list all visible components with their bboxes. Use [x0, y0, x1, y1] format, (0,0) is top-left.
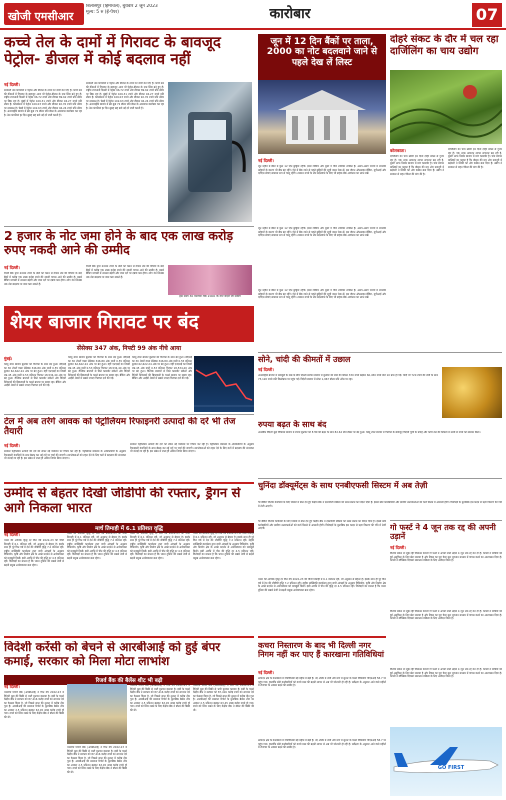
gold-story: [258, 352, 502, 418]
petrol-headline: कच्चे तेल के दामों में गिरावट के बावजूद पेट्रोल- डीजल में कोई बदलाव नहीं: [4, 34, 221, 69]
gdp-column-4: [193, 532, 254, 632]
factory-story: [258, 636, 386, 796]
refinery-column-1: [4, 443, 126, 480]
refinery-body-1: सरकार पेट्रोलियम उत्पादों की दरों को लेकर नई व्यवस्था पर विचार कर रही है। पेट्रोलियम मंत्रालय के अधिकारियों के अनुसार रिफाइनरी कंपनियों के साथ बैठक कर नई दरों पर चर्चा की जाएगी। उपभोक्ताओं को राहत देने के लिए करों में बदलाव की संभावना भी जताई जा रही है। इस संबंध में जल्द ही अंतिम निर्णय लिया जाएगा।: [4, 450, 126, 460]
refinery-headline: टेल में अब तरेंगे आवक को पेट्रोलियम रिफाइनरी उत्पादों की दरें भी तेज तैयारी: [4, 417, 236, 438]
refinery-column-2: [130, 443, 254, 480]
rbi-story: [4, 636, 254, 796]
market-band-title: शेयर बाजार गिरावट पर बंद: [10, 311, 199, 333]
notes-body-2: रिजर्व बैंक द्वारा 2000 रुपये के नोटों को चलन से वापस लेने की घोषणा के बाद बैंकों में करीब एक लाख करोड़ रुपये की नकदी वापस आने की उम्मीद है। इससे बैंकिंग प्रणाली में तरलता बढ़ेगी और जमा दरों पर दबाव कम होगा। लोग 30 सितंबर तक नोट बदलवा या जमा करा सकते हैं।: [86, 265, 164, 279]
market-chart-photo: [194, 356, 254, 412]
airplane-icon: [390, 727, 502, 796]
market-column-2: [68, 356, 130, 412]
bank-building-icon: [258, 80, 386, 154]
notes-story: [4, 226, 254, 304]
page-number: 07: [472, 3, 502, 27]
notes-headline: 2 हजार के नोट जमा होने के बाद एक लाख करोड़ रुपए नकदी आने की उम्मीद: [4, 229, 234, 258]
paper-logo: [4, 3, 84, 25]
petrol-byline: नई दिल्ली।: [4, 82, 20, 87]
masthead: [0, 0, 506, 30]
gold-text: [258, 367, 438, 418]
tea-byline: कोलकाता।: [390, 148, 406, 153]
rbi-body-2: भारतीय रिजर्व बैंक (आरबीआई) ने वित्त वर्ष 2022-23 में विदेशी मुद्रा की बिक्री से भारी मुनाफा कमाया है। इसी के चलते केंद्रीय बैंक ने सरकार को 87,416 करोड़ रुपये का लाभांश देने का फैसला किया है, जो पिछले साल की तुलना में करीब तीन गुना है। आरबीआई की सालाना रिपोर्ट के मुताबिक बैलेंस शीट का आकार 2.5 प्रतिशत बढ़कर 63.45 लाख करोड़ रुपये हो गया। रुपये को स्थिर रखने के लिए केंद्रीय बैंक ने डॉलर की बिक्री की थी।: [67, 746, 127, 774]
rupee-box: [258, 420, 502, 476]
gdp-byline: नई दिल्ली।: [4, 532, 20, 537]
market-body-1: घरेलू शेयर बाजार बुधवार को गिरावट के साथ बंद हुआ। बीएसई का 30 शेयरों वाला सेंसेक्स 346.89 अंक यानी 0.55 प्रतिशत टूटकर 62,622.24 अंक पर बंद हुआ। वहीं एनएसई का निफ्टी 99.45 अंक यानी 0.53 प्रतिशत गिरकर 18,534.40 अंक पर बंद हुआ। वैश्विक बाजारों से मिले कमजोर संकेतों और विदेशी निवेशकों की बिकवाली के चलते बाजार पर दबाव रहा। बैंकिंग और आईटी शेयरों में सबसे ज्यादा गिरावट दर्ज की गई।: [4, 363, 66, 387]
gofirst-text: [390, 545, 502, 723]
gold-coins-photo: [442, 367, 502, 418]
masthead-info: [86, 4, 226, 26]
tea-leaf-icon: [390, 70, 502, 144]
petrol-story: [4, 34, 254, 224]
rbi-column-1: [4, 684, 64, 796]
tea-column-1: [390, 148, 444, 348]
rbi-building-photo: [67, 684, 127, 744]
gofirst-body-1: वित्तीय संकट से जूझ रही विमानन कंपनी गो फर्स्ट ने अपनी सभी उड़ानें 4 जून तक रद्द कर दी हैं। कंपनी ने यात्रियों को हुई असुविधा के लिए खेद जताया है और टिकट का पूरा पैसा मूल भुगतान माध्यम में वापस करने का आश्वासन दिया है। कंपनी ने स्वैच्छिक दिवाला समाधान प्रक्रिया के लिए आवेदन किया है।: [390, 552, 502, 562]
bank-building-photo: [258, 80, 386, 154]
gold-headline: सोने, चांदी की कीमतों में उछाल: [258, 355, 351, 364]
petrol-column-2: [86, 82, 164, 222]
gdp-story: [4, 482, 254, 632]
factory-body-1: उत्पादन क्षेत्र के कारखानों में गतिविधियां मई महीने में बढ़ी हैं। नए ऑर्डर में तेजी और मांग में सुधार के चलते विनिर्माण पीएमआई 58.7 पर पहुंच गया। हालांकि छोटे कारोबारियों को कच्चे माल की बढ़ती लागत से अब भी परेशानी हो रही है। सर्वेक्षण के अनुसार आने वाले महीनों में रोजगार के अवसर बढ़ने की उम्मीद है।: [258, 677, 386, 687]
gdp-body-1: भारत की आर्थिक वृद्धि दर वित्त वर्ष 2022-23 की चौथी तिमाही में 6.1 प्रतिशत रही, जो अनुमान से बेहतर है। इसके साथ ही पूरे वित्त वर्ष में देश की जीडीपी वृद्धि 7.2 प्रतिशत रही। राष्ट्रीय सांख्यिकी कार्यालय द्वारा जारी आंकड़ों के अनुसार विनिर्माण, कृषि और निर्माण क्षेत्र के अच्छे प्रदर्शन से अर्थव्यवस्था को मजबूती मिली। इसी अवधि में चीन की वृद्धि दर 4.5 प्रतिशत रही। विशेषज्ञों का मानना है कि भारत दुनिया की सबसे तेजी से बढ़ती प्रमुख अर्थव्यवस्था बना रहेगा।: [4, 539, 64, 567]
gdp-headline: उम्मीद से बेहतर दिखी जीडीपी की रफ्तार, ड्रैगन से आगे निकला भारत: [4, 487, 241, 516]
nbfc-continued: [258, 520, 386, 634]
gofirst-logo: GO FIRST: [437, 765, 465, 771]
rbi-body-4: भारतीय रिजर्व बैंक (आरबीआई) ने वित्त वर्ष 2022-23 में विदेशी मुद्रा की बिक्री से भारी मुनाफा कमाया है। इसी के चलते केंद्रीय बैंक ने सरकार को 87,416 करोड़ रुपये का लाभांश देने का फैसला किया है, जो पिछले साल की तुलना में करीब तीन गुना है। आरबीआई की सालाना रिपोर्ट के मुताबिक बैलेंस शीट का आकार 2.5 प्रतिशत बढ़कर 63.45 लाख करोड़ रुपये हो गया। रुपये को स्थिर रखने के लिए केंद्रीय बैंक ने डॉलर की बिक्री की थी।: [193, 684, 254, 712]
rupee-body: अंतरबैंक विदेशी मुद्रा विनिमय बाजार में रुपया बुधवार को 8 पैसे की बढ़त के साथ 82.62 प्रति डॉलर पर बंद हुआ। घरेलू शेयर बाजार में गिरावट के बावजूद विदेशी पूंजी के प्रवाह और कच्चे तेल की कीमतों में नरमी से रुपये को समर्थन मिला।: [258, 431, 481, 435]
rbi-byline: नई दिल्ली।: [4, 684, 20, 689]
tea-body-2: दार्जिलिंग का चाय उद्योग इन दिनों दोहरे संकट से गुजर रहा है। एक तरफ उत्पादन लागत लगातार बढ़ रही है, दूसरी तरफ निर्यात बाजार में मांग कमजोर है। चाय बागान मालिकों का कहना है कि मौसम की मार और मजदूरी में बढ़ोतरी ने स्थिति को और कठिन बना दिया है। उद्योग ने सरकार से राहत पैकेज की मांग की है।: [448, 148, 502, 169]
stock-graph-icon: [194, 356, 254, 412]
gdp-subhead: मार्च तिमाही में 6.1 प्रतिशत वृद्धि: [4, 523, 254, 533]
fuel-nozzle-icon: [168, 82, 252, 222]
price-line: मूल्य: 5 रु (ई-पेपर): [86, 10, 120, 15]
market-column-1: [4, 356, 66, 412]
notes-column-1: [4, 265, 82, 304]
tea-story: [390, 34, 502, 350]
nbfc-body-2: गैर बैंकिंग वित्तीय कंपनियों के लिए नियमों में ढील देते हुए केंद्रीय बैंक ने दस्तावेजी प्रक्रिया को सरल बनाने का निर्देश दिया है। इससे छोटे कारोबारियों और ग्रामीण उधारकर्ताओं को कर्ज मिलने में आसानी होगी। विशेषज्ञों के मुताबिक इस कदम से ऋण वितरण की गति में तेजी आएगी।: [258, 520, 386, 530]
bank-holiday-byline: नई दिल्ली।: [258, 158, 274, 163]
market-band: [4, 306, 254, 342]
gdp-column-3: [130, 532, 190, 632]
gdp-column-2: [67, 532, 127, 632]
market-story: [4, 356, 254, 412]
refinery-byline: नई दिल्ली।: [4, 443, 20, 448]
notes-byline: नई दिल्ली।: [4, 265, 20, 270]
gdp-body-3: भारत की आर्थिक वृद्धि दर वित्त वर्ष 2022-23 की चौथी तिमाही में 6.1 प्रतिशत रही, जो अनुमान से बेहतर है। इसके साथ ही पूरे वित्त वर्ष में देश की जीडीपी वृद्धि 7.2 प्रतिशत रही। राष्ट्रीय सांख्यिकी कार्यालय द्वारा जारी आंकड़ों के अनुसार विनिर्माण, कृषि और निर्माण क्षेत्र के अच्छे प्रदर्शन से अर्थव्यवस्था को मजबूती मिली। इसी अवधि में चीन की वृद्धि दर 4.5 प्रतिशत रही। विशेषज्ञों का मानना है कि भारत दुनिया की सबसे तेजी से बढ़ती प्रमुख अर्थव्यवस्था बना रहेगा।: [130, 532, 190, 560]
bank-holiday-text: [258, 158, 386, 350]
gdp-body-4: भारत की आर्थिक वृद्धि दर वित्त वर्ष 2022-23 की चौथी तिमाही में 6.1 प्रतिशत रही, जो अनुमान से बेहतर है। इसके साथ ही पूरे वित्त वर्ष में देश की जीडीपी वृद्धि 7.2 प्रतिशत रही। राष्ट्रीय सांख्यिकी कार्यालय द्वारा जारी आंकड़ों के अनुसार विनिर्माण, कृषि और निर्माण क्षेत्र के अच्छे प्रदर्शन से अर्थव्यवस्था को मजबूती मिली। इसी अवधि में चीन की वृद्धि दर 4.5 प्रतिशत रही। विशेषज्ञों का मानना है कि भारत दुनिया की सबसे तेजी से बढ़ती प्रमुख अर्थव्यवस्था बना रहेगा।: [193, 532, 254, 560]
section-title: कारोबार: [269, 6, 311, 22]
bank-holiday-body: जून महीने में बैंकों में कुल 12 दिन छुट्टियां रहेंगी। इनमें रविवार और दूसरे व चौथे शनिवार शामिल हैं। अलग-अलग राज्यों में स्थानीय त्योहारों के कारण भी बैंक बंद रहेंगे। ऐसे में बैंक जाने से पहले छुट्टियों की सूची जरूर देख लें। इस दौरान ऑनलाइन बैंकिंग, यूपीआई और एटीएम सेवाएं सामान्य रूप से चालू रहेंगी। 2000 रुपये के नोट बदलवाने के लिए भी ग्राहक बैंक अवकाश का ध्यान रखें।: [258, 165, 386, 175]
gofirst-headline: गो फर्स्ट ने 4 जून तक रद्द की अपनी उड़ानें: [390, 523, 496, 542]
notes-body-1: रिजर्व बैंक द्वारा 2000 रुपये के नोटों को चलन से वापस लेने की घोषणा के बाद बैंकों में करीब एक लाख करोड़ रुपये की नकदी वापस आने की उम्मीद है। इससे बैंकिंग प्रणाली में तरलता बढ़ेगी और जमा दरों पर दबाव कम होगा। लोग 30 सितंबर तक नोट बदलवा या जमा करा सकते हैं।: [4, 272, 82, 286]
market-sub: सेंसेक्स 347 अंक, निफ्टी 99 अंक नीचे आया: [76, 345, 182, 352]
factory-text: [258, 670, 386, 796]
rbi-headline: विदेशी करेंसी को बेचने से आरबीआई को हुई बंपर कमाई, सरकार को मिला मोटा लाभांश: [4, 641, 221, 668]
factory-byline: नई दिल्ली।: [258, 670, 274, 675]
bank-holiday-story: [258, 34, 386, 350]
petrol-body-1: सरकारी तेल कंपनियों ने पेट्रोल और डीजल के ताजा रेट जारी कर दिए हैं। कच्चे तेल की कीमतों में गिरावट के बावजूद आज भी पेट्रोल-डीजल के दाम स्थिर बने हुए हैं। राष्ट्रीय राजधानी दिल्ली में पेट्रोल 96.72 रुपये और डीजल 89.62 रुपये प्रति लीटर पर बिक रहा है। मुंबई में पेट्रोल 106.31 रुपये और डीजल 94.27 रुपये प्रति लीटर है। कोलकाता में पेट्रोल 106.03 रुपये और डीजल 92.76 रुपये प्रति लीटर पर उपलब्ध है। चेन्नई में पेट्रोल 102.63 रुपये और डीजल 94.24 रुपये प्रति लीटर है। अंतरराष्ट्रीय बाजार में ब्रेंट क्रूड 72 डॉलर प्रति बैरल के आसपास कारोबार कर रहा है। तेल कंपनियां हर दिन सुबह छह बजे नई दरें जारी करती हैं।: [4, 89, 82, 117]
gofirst-story: [390, 520, 502, 796]
nbfc-body: गैर बैंकिंग वित्तीय कंपनियों के लिए नियमों में ढील देते हुए केंद्रीय बैंक ने दस्तावेजी प्रक्रिया को सरल बनाने का निर्देश दिया है। इससे छोटे कारोबारियों और ग्रामीण उधारकर्ताओं को कर्ज मिलने में आसानी होगी। विशेषज्ञों के मुताबिक इस कदम से ऋण वितरण की गति में तेजी आएगी।: [258, 501, 502, 508]
rbi-body-3: भारतीय रिजर्व बैंक (आरबीआई) ने वित्त वर्ष 2022-23 में विदेशी मुद्रा की बिक्री से भारी मुनाफा कमाया है। इसी के चलते केंद्रीय बैंक ने सरकार को 87,416 करोड़ रुपये का लाभांश देने का फैसला किया है, जो पिछले साल की तुलना में करीब तीन गुना है। आरबीआई की सालाना रिपोर्ट के मुताबिक बैलेंस शीट का आकार 2.5 प्रतिशत बढ़कर 63.45 लाख करोड़ रुपये हो गया। रुपये को स्थिर रखने के लिए केंद्रीय बैंक ने डॉलर की बिक्री की थी।: [130, 684, 190, 712]
bank-holiday-headline: जून में 12 दिन बैंकों पर ताला, 2000 का नोट बदलवाने जाने से पहले देख लें लिस्ट: [266, 37, 378, 68]
notes-photo: [168, 265, 252, 295]
rbi-subhead: रिजर्व बैंक की बैलेंस शीट भी बढ़ी: [4, 675, 254, 685]
gdp-body-5: भारत की आर्थिक वृद्धि दर वित्त वर्ष 2022-23 की चौथी तिमाही में 6.1 प्रतिशत रही, जो अनुमान से बेहतर है। इसके साथ ही पूरे वित्त वर्ष में देश की जीडीपी वृद्धि 7.2 प्रतिशत रही। राष्ट्रीय सांख्यिकी कार्यालय द्वारा जारी आंकड़ों के अनुसार विनिर्माण, कृषि और निर्माण क्षेत्र के अच्छे प्रदर्शन से अर्थव्यवस्था को मजबूती मिली। इसी अवधि में चीन की वृद्धि दर 4.5 प्रतिशत रही। विशेषज्ञों का मानना है कि भारत दुनिया की सबसे तेजी से बढ़ती प्रमुख अर्थव्यवस्था बना रहेगा।: [258, 578, 386, 592]
petrol-column-1: [4, 82, 82, 222]
market-body-3: घरेलू शेयर बाजार बुधवार को गिरावट के साथ बंद हुआ। बीएसई का 30 शेयरों वाला सेंसेक्स 346.89 अंक यानी 0.55 प्रतिशत टूटकर 62,622.24 अंक पर बंद हुआ। वहीं एनएसई का निफ्टी 99.45 अंक यानी 0.53 प्रतिशत गिरकर 18,534.40 अंक पर बंद हुआ। वैश्विक बाजारों से मिले कमजोर संकेतों और विदेशी निवेशकों की बिकवाली के चलते बाजार पर दबाव रहा। बैंकिंग और आईटी शेयरों में सबसे ज्यादा गिरावट दर्ज की गई।: [132, 356, 192, 380]
tea-headline: दोहरे संकट के दौर में चल रहा दार्जिलिंग का चाय उद्योग: [390, 34, 499, 57]
gofirst-body-2: वित्तीय संकट से जूझ रही विमानन कंपनी गो फर्स्ट ने अपनी सभी उड़ानें 4 जून तक रद्द कर दी हैं। कंपनी ने यात्रियों को हुई असुविधा के लिए खेद जताया है और टिकट का पूरा पैसा मूल भुगतान माध्यम में वापस करने का आश्वासन दिया है। कंपनी ने स्वैच्छिक दिवाला समाधान प्रक्रिया के लिए आवेदन किया है।: [390, 610, 502, 620]
nbfc-story: [258, 478, 502, 518]
notes-caption: इस साल 30 सितंबर तक 2000 के नोट बदले जा सकेंगे: [179, 295, 241, 298]
rbi-column-3: [130, 684, 190, 796]
bank-holiday-body-2: जून महीने में बैंकों में कुल 12 दिन छुट्टियां रहेंगी। इनमें रविवार और दूसरे व चौथे शनिवार शामिल हैं। अलग-अलग राज्यों में स्थानीय त्योहारों के कारण भी बैंक बंद रहेंगे। ऐसे में बैंक जाने से पहले छुट्टियों की सूची जरूर देख लें। इस दौरान ऑनलाइन बैंकिंग, यूपीआई और एटीएम सेवाएं सामान्य रूप से चालू रहेंगी। 2000 रुपये के नोट बदलवाने के लिए भी ग्राहक बैंक अवकाश का ध्यान रखें।: [258, 227, 386, 237]
tea-column-2: [448, 148, 502, 348]
petrol-pump-photo: [168, 82, 252, 222]
bank-holiday-body-3: जून महीने में बैंकों में कुल 12 दिन छुट्टियां रहेंगी। इनमें रविवार और दूसरे व चौथे शनिवार शामिल हैं। अलग-अलग राज्यों में स्थानीय त्योहारों के कारण भी बैंक बंद रहेंगे। ऐसे में बैंक जाने से पहले छुट्टियों की सूची जरूर देख लें। इस दौरान ऑनलाइन बैंकिंग, यूपीआई और एटीएम सेवाएं सामान्य रूप से चालू रहेंगी। 2000 रुपये के नोट बदलवाने के लिए भी ग्राहक बैंक अवकाश का ध्यान रखें।: [258, 289, 386, 299]
market-byline: मुंबई।: [4, 356, 13, 361]
factory-headline: कचरा निस्तारण के बाद भी दिल्ली नगर निगम नहीं कर पाए हैं कारखाना गतिविधियां: [258, 641, 384, 660]
rbi-column-4: [193, 684, 254, 796]
bank-holiday-header: [258, 34, 386, 80]
market-column-3: [132, 356, 192, 412]
rbi-body-1: भारतीय रिजर्व बैंक (आरबीआई) ने वित्त वर्ष 2022-23 में विदेशी मुद्रा की बिक्री से भारी मुनाफा कमाया है। इसी के चलते केंद्रीय बैंक ने सरकार को 87,416 करोड़ रुपये का लाभांश देने का फैसला किया है, जो पिछले साल की तुलना में करीब तीन गुना है। आरबीआई की सालाना रिपोर्ट के मुताबिक बैलेंस शीट का आकार 2.5 प्रतिशत बढ़कर 63.45 लाख करोड़ रुपये हो गया। रुपये को स्थिर रखने के लिए केंद्रीय बैंक ने डॉलर की बिक्री की थी।: [4, 691, 64, 719]
gofirst-byline: नई दिल्ली।: [390, 545, 406, 550]
date-line: बिलासपुर (हिमाचल), बुधवार 2 जून 2023: [86, 4, 158, 9]
notes-column-2: [86, 265, 164, 304]
gold-byline: नई दिल्ली।: [258, 367, 274, 372]
paper-name: खोजी एमसीआर: [8, 10, 74, 23]
factory-body-2: उत्पादन क्षेत्र के कारखानों में गतिविधियां मई महीने में बढ़ी हैं। नए ऑर्डर में तेजी और मांग में सुधार के चलते विनिर्माण पीएमआई 58.7 पर पहुंच गया। हालांकि छोटे कारोबारियों को कच्चे माल की बढ़ती लागत से अब भी परेशानी हो रही है। सर्वेक्षण के अनुसार आने वाले महीनों में रोजगार के अवसर बढ़ने की उम्मीद है।: [258, 739, 386, 749]
refinery-body-2: सरकार पेट्रोलियम उत्पादों की दरों को लेकर नई व्यवस्था पर विचार कर रही है। पेट्रोलियम मंत्रालय के अधिकारियों के अनुसार रिफाइनरी कंपनियों के साथ बैठक कर नई दरों पर चर्चा की जाएगी। उपभोक्ताओं को राहत देने के लिए करों में बदलाव की संभावना भी जताई जा रही है। इस संबंध में जल्द ही अंतिम निर्णय लिया जाएगा।: [130, 443, 254, 453]
petrol-body-2: सरकारी तेल कंपनियों ने पेट्रोल और डीजल के ताजा रेट जारी कर दिए हैं। कच्चे तेल की कीमतों में गिरावट के बावजूद आज भी पेट्रोल-डीजल के दाम स्थिर बने हुए हैं। राष्ट्रीय राजधानी दिल्ली में पेट्रोल 96.72 रुपये और डीजल 89.62 रुपये प्रति लीटर पर बिक रहा है। मुंबई में पेट्रोल 106.31 रुपये और डीजल 94.27 रुपये प्रति लीटर है। कोलकाता में पेट्रोल 106.03 रुपये और डीजल 92.76 रुपये प्रति लीटर पर उपलब्ध है। चेन्नई में पेट्रोल 102.63 रुपये और डीजल 94.24 रुपये प्रति लीटर है। अंतरराष्ट्रीय बाजार में ब्रेंट क्रूड 72 डॉलर प्रति बैरल के आसपास कारोबार कर रहा है। तेल कंपनियां हर दिन सुबह छह बजे नई दरें जारी करती हैं।: [86, 82, 164, 110]
rupee-headline: रुपया बढ़त के साथ बंद: [258, 420, 327, 429]
tea-body-1: दार्जिलिंग का चाय उद्योग इन दिनों दोहरे संकट से गुजर रहा है। एक तरफ उत्पादन लागत लगातार बढ़ रही है, दूसरी तरफ निर्यात बाजार में मांग कमजोर है। चाय बागान मालिकों का कहना है कि मौसम की मार और मजदूरी में बढ़ोतरी ने स्थिति को और कठिन बना दिया है। उद्योग ने सरकार से राहत पैकेज की मांग की है।: [390, 155, 444, 176]
gofirst-plane-photo: [390, 727, 502, 796]
rbi-column-2: [67, 746, 127, 796]
gold-body: अंतरराष्ट्रीय बाजार में मजबूती के रुख के बीच दिल्ली सर्राफा बाजार में बुधवार को सोने की कीमत 330 रुपये बढ़कर 60,450 रुपये प्रति 10 ग्राम हो गई। चांदी भी 720 रुपये की तेजी के साथ 73,120 रुपये प्रति किलोग्राम पर पहुंच गई। विदेशी बाजार में सोना 1,967 डॉलर प्रति औंस पर रहा।: [258, 374, 438, 381]
tea-garden-photo: [390, 70, 502, 144]
gdp-body-2: भारत की आर्थिक वृद्धि दर वित्त वर्ष 2022-23 की चौथी तिमाही में 6.1 प्रतिशत रही, जो अनुमान से बेहतर है। इसके साथ ही पूरे वित्त वर्ष में देश की जीडीपी वृद्धि 7.2 प्रतिशत रही। राष्ट्रीय सांख्यिकी कार्यालय द्वारा जारी आंकड़ों के अनुसार विनिर्माण, कृषि और निर्माण क्षेत्र के अच्छे प्रदर्शन से अर्थव्यवस्था को मजबूती मिली। इसी अवधि में चीन की वृद्धि दर 4.5 प्रतिशत रही। विशेषज्ञों का मानना है कि भारत दुनिया की सबसे तेजी से बढ़ती प्रमुख अर्थव्यवस्था बना रहेगा।: [67, 532, 127, 560]
nbfc-headline: चुनिंदा डॉक्यूमेंट्स के साथ एनबीएफसी सिस्टम में अब तेज़ी: [258, 481, 428, 490]
refinery-story: [4, 414, 254, 480]
gofirst-body-3: वित्तीय संकट से जूझ रही विमानन कंपनी गो फर्स्ट ने अपनी सभी उड़ानें 4 जून तक रद्द कर दी हैं। कंपनी ने यात्रियों को हुई असुविधा के लिए खेद जताया है और टिकट का पूरा पैसा मूल भुगतान माध्यम में वापस करने का आश्वासन दिया है। कंपनी ने स्वैच्छिक दिवाला समाधान प्रक्रिया के लिए आवेदन किया है।: [390, 668, 502, 678]
gdp-column-1: [4, 532, 64, 632]
market-body-2: घरेलू शेयर बाजार बुधवार को गिरावट के साथ बंद हुआ। बीएसई का 30 शेयरों वाला सेंसेक्स 346.89 अंक यानी 0.55 प्रतिशत टूटकर 62,622.24 अंक पर बंद हुआ। वहीं एनएसई का निफ्टी 99.45 अंक यानी 0.53 प्रतिशत गिरकर 18,534.40 अंक पर बंद हुआ। वैश्विक बाजारों से मिले कमजोर संकेतों और विदेशी निवेशकों की बिकवाली के चलते बाजार पर दबाव रहा। बैंकिंग और आईटी शेयरों में सबसे ज्यादा गिरावट दर्ज की गई।: [68, 356, 130, 380]
